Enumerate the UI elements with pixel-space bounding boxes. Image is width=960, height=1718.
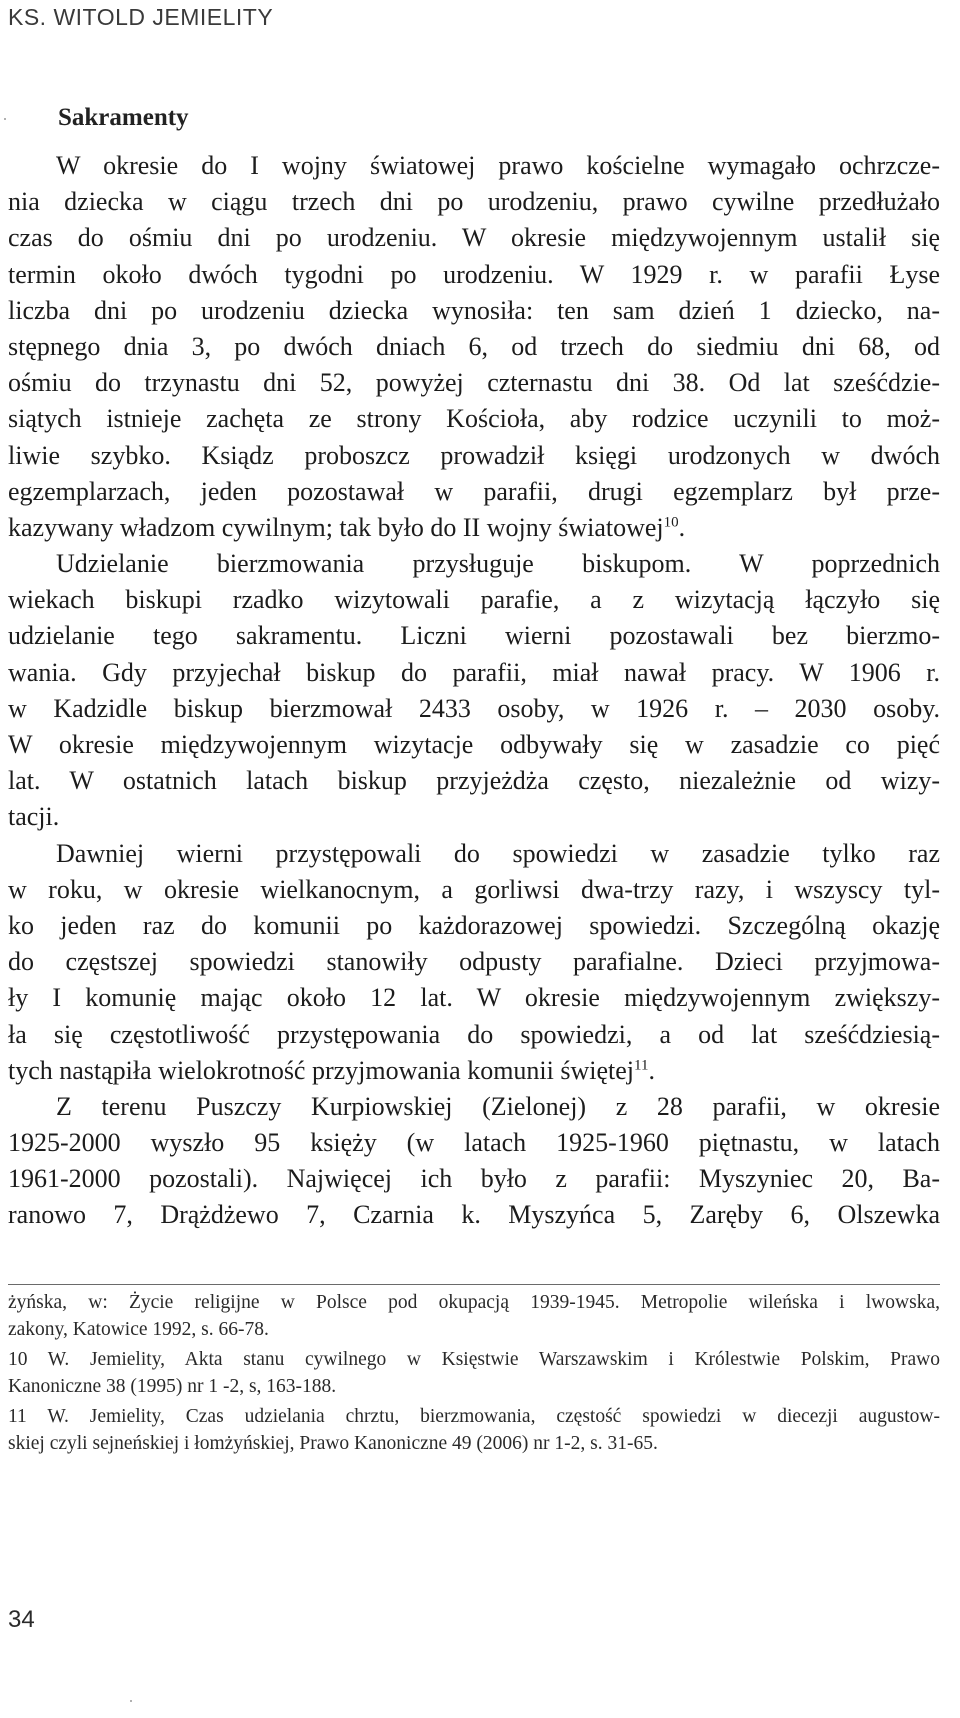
sentence-end: . xyxy=(648,1055,655,1085)
text-line: Z terenu Puszczy Kurpiowskiej (Zielonej) z 28 parafii, w okresie xyxy=(56,1091,940,1121)
text-line: Dawniej wierni przystępowali do spowiedzi w zasadzie tylko raz xyxy=(56,838,940,868)
footnote-line: Kanoniczne 38 (1995) nr 1 -2, s, 163-188. xyxy=(8,1375,337,1397)
text-line: tych nastąpiła wielokrotność przyjmowania komunii świętej xyxy=(8,1055,635,1085)
page-number: 34 xyxy=(8,1606,35,1633)
text-line: do częstszej spowiedzi stanowiły odpusty parafialne. Dzieci przyjmowa- xyxy=(8,947,940,977)
text-line: czas do ośmiu dni po urodzeniu. W okresie międzywojennym ustalił się xyxy=(8,223,940,253)
text-line: termin około dwóch tygodni po urodzeniu. W 1929 r. w parafii Łyse xyxy=(8,259,940,289)
text-line: 1925-2000 wyszło 95 księży (w latach 1925-1960 piętnastu, w latach xyxy=(8,1128,940,1158)
text-line: Udzielanie bierzmowania przysługuje biskupom. W poprzednich xyxy=(56,549,940,579)
footnote-11: 11 W. Jemielity, Czas udzielania chrztu, bierzmowania, częstość spowiedzi w diecezji augustow- xyxy=(8,1406,940,1428)
text-line: wania. Gdy przyjechał biskup do parafii, miał nawał pracy. W 1906 r. xyxy=(8,657,940,687)
sentence-end: . xyxy=(678,512,686,542)
footnote-line: żyńska, w: Życie religijne w Polsce pod okupacją 1939-1945. Metropolie wileńska i lwowska, xyxy=(8,1292,940,1313)
text-line: egzemplarzach, jeden pozostawał w parafii, drugi egzemplarz był prze- xyxy=(8,476,940,506)
text-line: nia dziecka w ciągu trzech dni po urodzeniu, prawo cywilne przedłużało xyxy=(8,187,940,217)
text-line: liwie szybko. Ksiądz proboszcz prowadził księgi urodzonych w dwóch xyxy=(8,440,940,470)
text-line-with-footnote xyxy=(8,510,940,546)
footnote-10: 10 W. Jemielity, Akta stanu cywilnego w Księstwie Warszawskim i Królestwie Polskim, Prawo xyxy=(8,1349,940,1371)
text-line: W okresie do I wojny światowej prawo kościelne wymagało ochrzcze- xyxy=(56,151,940,180)
text-line: ranowo 7, Drążdżewo 7, Czarnia k. Myszyńca 5, Zaręby 6, Olszewka xyxy=(8,1200,940,1230)
text-line: w roku, w okresie wielkanocnym, a gorliwsi dwa-trzy razy, i wszyscy tyl- xyxy=(8,874,940,904)
footnote-line: skiej czyli sejneńskiej i łomżyńskiej, Prawo Kanoniczne 49 (2006) nr 1-2, s. 31-65. xyxy=(8,1432,658,1454)
footnote-ref-11: 11 xyxy=(634,1057,649,1074)
scan-speck xyxy=(4,118,6,120)
footnote-ref-10: 10 xyxy=(663,514,679,531)
running-head: KS. WITOLD JEMIELITY xyxy=(8,4,274,30)
text-line: tacji. xyxy=(8,802,60,832)
text-line: 1961-2000 pozostali). Najwięcej ich było z parafii: Myszyniec 20, Ba- xyxy=(8,1164,940,1194)
text-line: wiekach biskupi rzadko wizytowali parafie, a z wizytacją łączyło się xyxy=(8,585,940,615)
text-line: ły I komunię mając około 12 lat. W okresie międzywojennym zwiększy- xyxy=(8,983,940,1013)
text-line: W okresie międzywojennym wizytacje odbywały się w zasadzie co pięć xyxy=(8,730,940,759)
scan-speck xyxy=(130,1700,132,1702)
section-title: Sakramenty xyxy=(58,104,189,131)
footnotes xyxy=(8,1290,940,1458)
footnote-separator xyxy=(8,1284,940,1285)
text-line: ła się częstotliwość przystępowania do spowiedzi, a od lat sześćdziesią- xyxy=(8,1019,940,1049)
text-line: ośmiu do trzynastu dni 52, powyżej czternastu dni 38. Od lat sześćdzie- xyxy=(8,368,940,398)
text-line: stępnego dnia 3, po dwóch dniach 6, od trzech do siedmiu dni 68, od xyxy=(8,331,940,361)
body-text xyxy=(8,148,940,1234)
text-line: kazywany władzom cywilnym; tak było do II wojny światowej xyxy=(8,512,664,542)
text-line: lat. W ostatnich latach biskup przyjeżdża często, niezależnie od wizy- xyxy=(8,766,940,796)
text-line: ko jeden raz do komunii po każdorazowej spowiedzi. Szczególną okazję xyxy=(8,910,940,940)
text-line: siątych istnieje zachęta ze strony Kościoła, aby rodzice uczynili to moż- xyxy=(8,404,940,434)
text-line-with-footnote xyxy=(8,1053,940,1089)
text-line: liczba dni po urodzeniu dziecka wynosiła: ten sam dzień 1 dziecko, na- xyxy=(8,295,940,325)
text-line: udzielanie tego sakramentu. Liczni wierni pozostawali bez bierzmo- xyxy=(8,621,940,651)
text-line: w Kadzidle biskup bierzmował 2433 osoby, w 1926 r. – 2030 osoby. xyxy=(8,693,940,723)
footnote-line: zakony, Katowice 1992, s. 66-78. xyxy=(8,1318,269,1340)
